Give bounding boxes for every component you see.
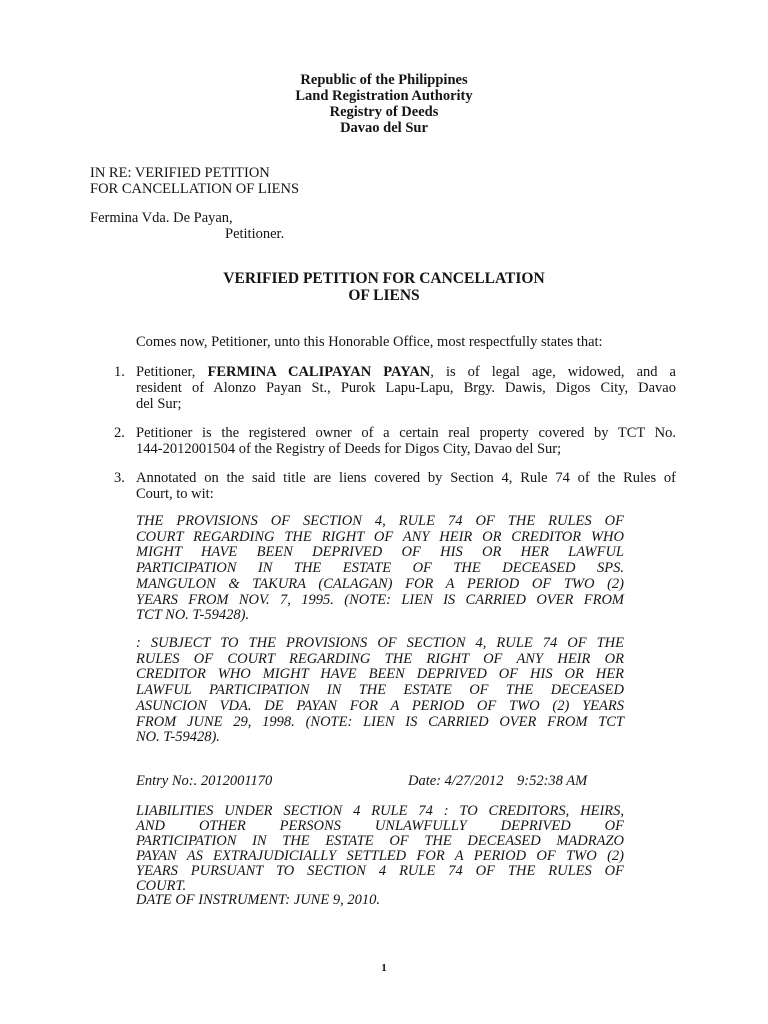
item-number: 3. bbox=[114, 470, 125, 486]
annotation-line: THE PROVISIONS OF SECTION 4, RULE 74 OF THE RULES OF bbox=[136, 513, 624, 529]
annotation-line: COURT REGARDING THE RIGHT OF ANY HEIR OR CREDITOR WHO bbox=[136, 528, 624, 545]
petitioner-full-name: FERMINA CALIPAYAN PAYAN bbox=[207, 364, 431, 380]
annotation-line: MANGULON & TAKURA (CALAGAN) FOR A PERIOD OF TWO (2) bbox=[136, 575, 624, 592]
annotation-line: LAWFUL PARTICIPATION IN THE ESTATE OF THE DECEASED bbox=[136, 682, 624, 699]
item-line: Annotated on the said title are liens covered by Section 4, Rule 74 of the Rules of bbox=[136, 470, 676, 486]
item-line: Petitioner is the registered owner of a certain real property covered by TCT No. bbox=[136, 425, 676, 441]
annotation-line: TCT NO. T-59428). bbox=[136, 607, 250, 624]
annotation-block bbox=[136, 636, 624, 746]
item-number: 2. bbox=[114, 425, 125, 441]
document-title bbox=[0, 270, 768, 304]
annotation-line: RULES OF COURT REGARDING THE RIGHT OF ANY HEIR OR bbox=[136, 650, 624, 667]
item-line: Court, to wit: bbox=[136, 486, 214, 502]
item-line: del Sur; bbox=[136, 396, 182, 412]
list-item bbox=[114, 470, 676, 502]
item-body bbox=[136, 364, 676, 412]
annotation-line: FROM JUNE 29, 1998. (NOTE: LIEN IS CARRIED OVER FROM TCT bbox=[136, 713, 624, 730]
entry-line bbox=[136, 773, 624, 789]
petitioner-name: Fermina Vda. De Payan, bbox=[90, 210, 233, 226]
petitioner-role: Petitioner. bbox=[225, 226, 285, 242]
document-header bbox=[0, 72, 768, 136]
item-line-text: , is of legal age, widowed, and a bbox=[430, 364, 676, 380]
annotation-line: PARTICIPATION IN THE ESTATE OF THE DECEASED MADRAZO bbox=[136, 832, 624, 849]
instrument-date: DATE OF INSTRUMENT: JUNE 9, 2010. bbox=[136, 892, 380, 909]
header-line-authority: Land Registration Authority bbox=[295, 88, 473, 104]
caption-line: FOR CANCELLATION OF LIENS bbox=[90, 181, 300, 197]
entry-time: 9:52:38 AM bbox=[517, 773, 588, 789]
title-line: OF LIENS bbox=[348, 287, 420, 304]
item-line-text: Petitioner, bbox=[136, 364, 208, 380]
annotation-line: LIABILITIES UNDER SECTION 4 RULE 74 : TO CREDITORS, HEIRS, bbox=[136, 803, 624, 819]
case-caption bbox=[90, 165, 299, 197]
header-line-republic: Republic of the Philippines bbox=[300, 72, 468, 88]
header-line-registry: Registry of Deeds bbox=[329, 104, 439, 120]
annotation-line: MIGHT HAVE BEEN DEPRIVED OF HIS OR HER LAWFUL bbox=[136, 544, 624, 561]
list-item bbox=[114, 364, 676, 412]
annotation-line: AND OTHER PERSONS UNLAWFULLY DEPRIVED OF bbox=[136, 817, 624, 834]
annotation-line: NO. T-59428). bbox=[136, 729, 220, 746]
caption-line: IN RE: VERIFIED PETITION bbox=[90, 165, 270, 181]
liabilities-block bbox=[136, 804, 624, 908]
annotation-line: YEARS PURSUANT TO SECTION 4 RULE 74 OF THE RULES OF bbox=[136, 862, 624, 879]
annotation-line: CREDITOR WHO MIGHT HAVE BEEN DEPRIVED OF HIS OR HER bbox=[136, 666, 624, 683]
annotation-line: ASUNCION VDA. DE PAYAN FOR A PERIOD OF TWO (2) YEARS bbox=[136, 697, 624, 714]
item-line bbox=[136, 364, 676, 380]
list-item bbox=[114, 425, 676, 457]
annotation-line: COURT. bbox=[136, 877, 187, 894]
entry-date: Date: 4/27/2012 bbox=[408, 773, 504, 789]
annotation-line: PAYAN AS EXTRAJUDICIALLY SETTLED FOR A PERIOD OF TWO (2) bbox=[136, 847, 624, 864]
annotation-line: YEARS FROM NOV. 7, 1995. (NOTE: LIEN IS CARRIED OVER FROM bbox=[136, 591, 624, 608]
header-line-province: Davao del Sur bbox=[340, 120, 428, 136]
intro-paragraph: Comes now, Petitioner, unto this Honorable Office, most respectfully states that: bbox=[136, 334, 603, 350]
item-body bbox=[136, 425, 676, 457]
item-line: resident of Alonzo Payan St., Purok Lapu-Lapu, Brgy. Dawis, Digos City, Davao bbox=[136, 380, 676, 396]
annotation-block bbox=[136, 514, 624, 624]
title-line: VERIFIED PETITION FOR CANCELLATION bbox=[223, 270, 545, 287]
item-number: 1. bbox=[114, 364, 125, 380]
item-body bbox=[136, 470, 676, 502]
page-number: 1 bbox=[381, 962, 387, 974]
entry-number: Entry No:. 2012001170 bbox=[136, 773, 273, 789]
annotation-line: : SUBJECT TO THE PROVISIONS OF SECTION 4, RULE 74 OF THE bbox=[136, 635, 624, 651]
annotation-line: PARTICIPATION IN THE ESTATE OF THE DECEASED SPS. bbox=[136, 560, 624, 577]
item-line: 144-2012001504 of the Registry of Deeds for Digos City, Davao del Sur; bbox=[136, 441, 562, 457]
